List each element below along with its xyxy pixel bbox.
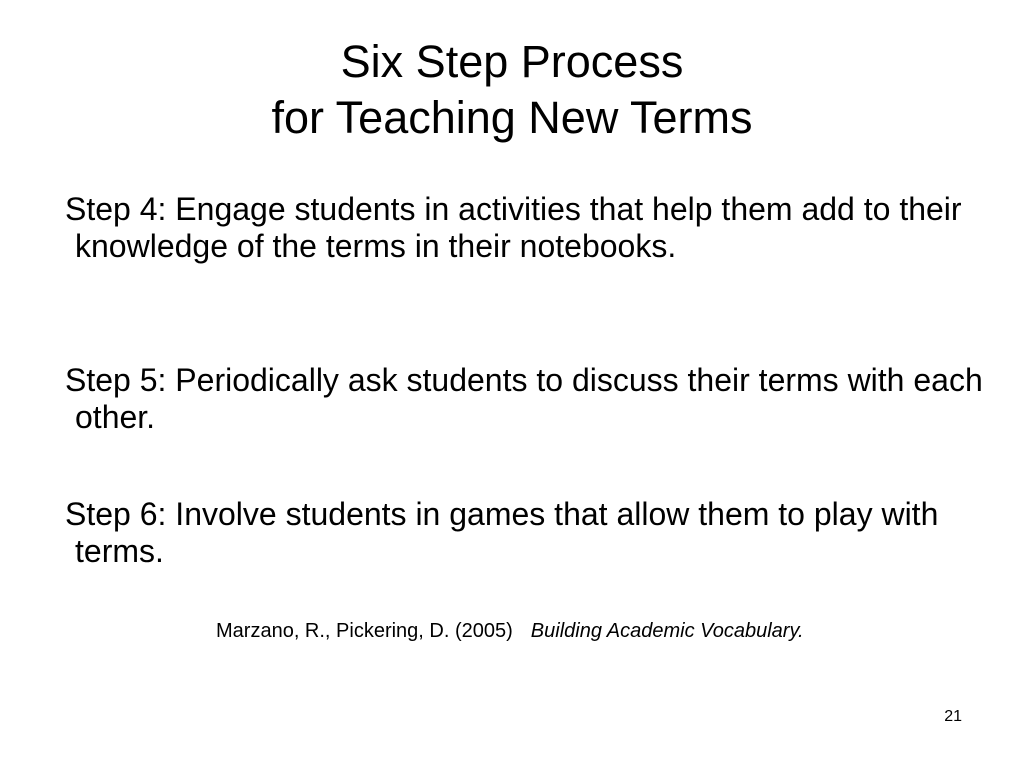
title-line-1: Six Step Process bbox=[340, 36, 684, 87]
step-5-text: Step 5: Periodically ask students to discuss their terms with each other. bbox=[65, 362, 983, 435]
step-4-text: Step 4: Engage students in activities that help them add to their knowledge of the terms in their notebooks. bbox=[65, 191, 962, 264]
citation-book-title: Building Academic Vocabulary. bbox=[530, 620, 804, 642]
citation-authors-year: Marzano, R., Pickering, D. (2005) bbox=[216, 620, 513, 642]
page-number: 21 bbox=[944, 708, 962, 725]
citation bbox=[216, 619, 804, 643]
title-line-2: for Teaching New Terms bbox=[271, 92, 753, 143]
step-6-text: Step 6: Involve students in games that allow them to play with terms. bbox=[65, 496, 939, 569]
